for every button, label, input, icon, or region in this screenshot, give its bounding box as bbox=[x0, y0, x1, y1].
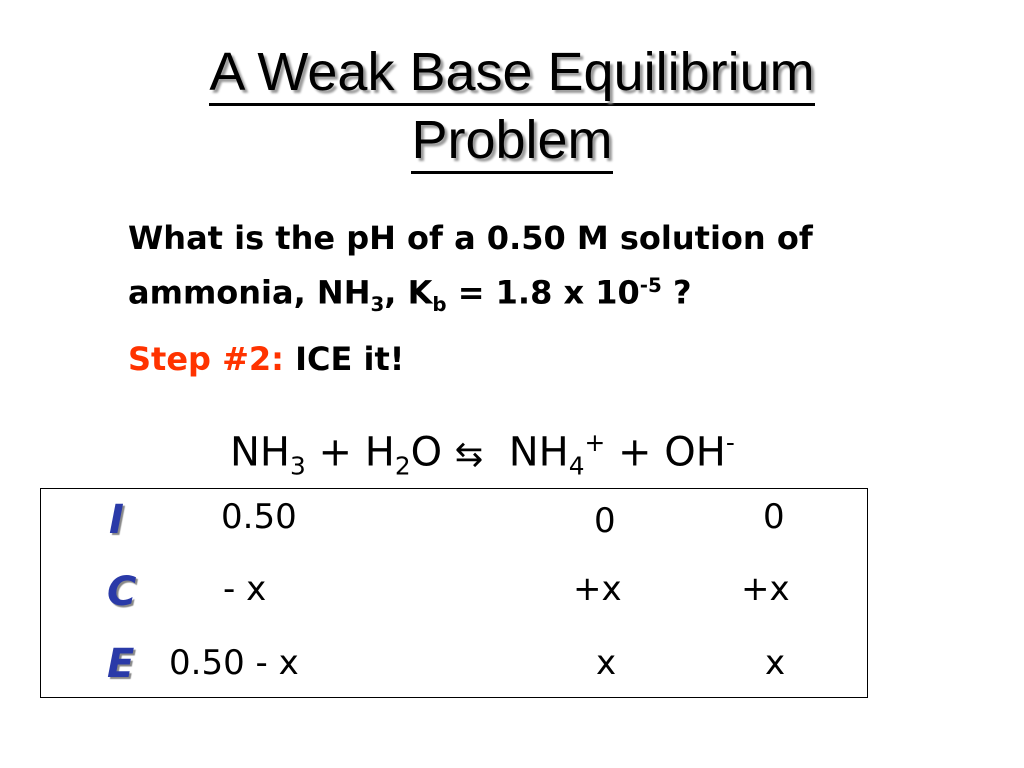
row-letter-c: C bbox=[107, 569, 137, 615]
eq-h2o-sub: 2 bbox=[394, 451, 411, 481]
eq-nh4: NH bbox=[483, 429, 569, 476]
ice-cell: +x bbox=[741, 569, 790, 609]
reaction-equation bbox=[230, 428, 735, 480]
question-part-3: , K bbox=[384, 273, 433, 312]
title-line-1: A Weak Base Equilibrium bbox=[209, 41, 814, 106]
step-line bbox=[128, 340, 404, 378]
kb-subscript: b bbox=[432, 293, 447, 317]
eq-oh-sup: - bbox=[725, 428, 735, 457]
nh3-subscript: 3 bbox=[370, 293, 385, 317]
ice-cell: 0 bbox=[763, 497, 785, 537]
eq-nh4-sub: 4 bbox=[568, 451, 585, 481]
eq-plus-oh: + OH bbox=[605, 429, 726, 476]
question-text bbox=[128, 214, 928, 329]
question-part-2: ammonia, NH bbox=[128, 273, 371, 312]
slide-title bbox=[0, 38, 1024, 174]
eq-plus-h: + H bbox=[305, 429, 395, 476]
row-letter-e: E bbox=[107, 641, 135, 687]
eq-nh: NH bbox=[230, 429, 290, 476]
equilibrium-arrow-icon: ⇆ bbox=[454, 434, 484, 475]
step-text: ICE it! bbox=[295, 340, 405, 378]
question-part-4: = 1.8 x 10 bbox=[446, 273, 640, 312]
eq-o: O bbox=[410, 429, 455, 476]
row-letter-i: I bbox=[109, 497, 124, 543]
title-line-2: Problem bbox=[411, 109, 612, 174]
ice-table bbox=[40, 488, 868, 698]
eq-nh4-sup: + bbox=[584, 428, 606, 457]
eq-nh-sub: 3 bbox=[290, 451, 306, 481]
question-part-1: What is the pH of a 0.50 M solution of bbox=[128, 219, 813, 257]
ice-cell: 0.50 - x bbox=[169, 643, 299, 683]
ice-cell: x bbox=[596, 643, 617, 683]
ice-cell: 0.50 bbox=[221, 497, 297, 537]
ice-cell: x bbox=[765, 643, 786, 683]
ice-cell: - x bbox=[223, 569, 267, 609]
exponent: -5 bbox=[639, 274, 662, 297]
ice-cell: +x bbox=[573, 569, 622, 609]
step-label: Step #2: bbox=[128, 340, 284, 378]
question-part-5: ? bbox=[661, 273, 692, 312]
ice-cell: 0 bbox=[594, 501, 616, 541]
